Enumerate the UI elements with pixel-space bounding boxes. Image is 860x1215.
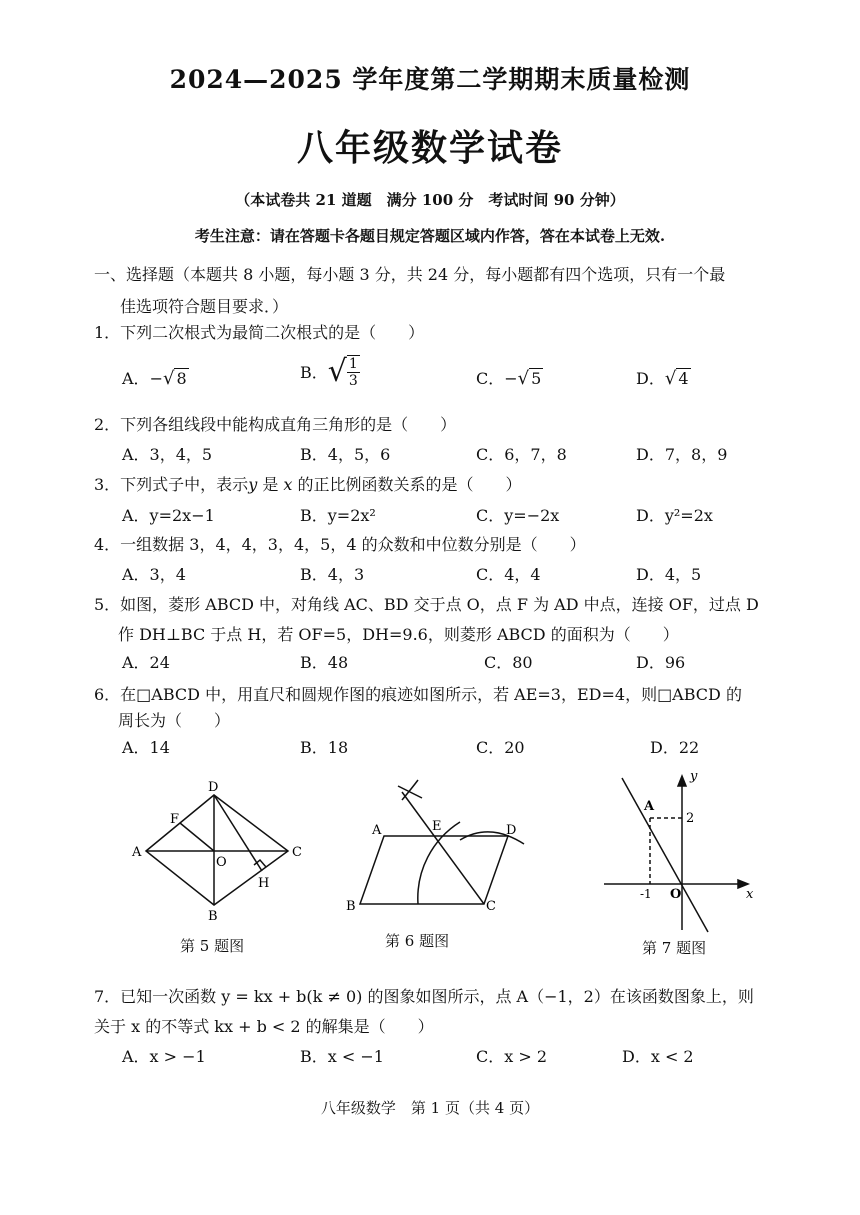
fig5-label-h: H bbox=[258, 876, 270, 891]
q5-stem-line2: 作 DH⊥BC 于点 H，若 OF=5，DH=9.6，则菱形 ABCD 的面积为（ ） bbox=[118, 625, 679, 644]
q3-option-c: C．y=−2x bbox=[476, 506, 560, 525]
q1-option-c: C．−√ 5 bbox=[476, 368, 542, 389]
fig7-label-a: A bbox=[644, 799, 655, 814]
q4-option-a: A．3，4 bbox=[122, 565, 186, 584]
segment-of bbox=[180, 823, 214, 851]
exam-title: 2024—2025 学年度第二学期期末质量检测 bbox=[169, 65, 691, 94]
fig6-label-c: C bbox=[486, 899, 496, 914]
q6-stem-line1: 6．在□ABCD 中，用直尺和圆规作图的痕迹如图所示，若 AE=3，ED=4，则□ABCD 的 bbox=[94, 685, 742, 704]
exam-subtitle: 八年级数学试卷 bbox=[296, 127, 563, 169]
q2-option-d: D．7，8，9 bbox=[636, 445, 728, 464]
construction-arc-4 bbox=[398, 786, 422, 798]
figure-5-caption: 第 5 题图 bbox=[180, 937, 245, 955]
q3-option-b: B．y=2x² bbox=[300, 506, 376, 525]
fig7-label-x: x bbox=[746, 887, 754, 902]
fig5-label-f: F bbox=[170, 812, 180, 827]
figure-5-rhombus bbox=[120, 775, 320, 925]
q5-stem-line1: 5．如图，菱形 ABCD 中，对角线 AC、BD 交于点 O，点 F 为 AD 中点，连接 OF，过点 D bbox=[94, 595, 759, 614]
q1-stem: 1．下列二次根式为最简二次根式的是（ ） bbox=[94, 323, 425, 342]
figure-6-parallelogram bbox=[340, 778, 540, 918]
q3-option-a: A．y=2x−1 bbox=[122, 506, 215, 525]
fig7-label-neg1: -1 bbox=[640, 887, 652, 901]
y-axis-arrow bbox=[678, 776, 686, 786]
q3-option-d: D．y²=2x bbox=[636, 506, 713, 525]
q5-option-b: B．48 bbox=[300, 653, 349, 672]
fig5-label-b: B bbox=[208, 909, 218, 924]
q6-option-c: C．20 bbox=[476, 738, 525, 757]
q2-option-c: C．6，7，8 bbox=[476, 445, 567, 464]
q1-option-b: B．√ $\frac{1}{3}$ bbox=[300, 354, 358, 389]
exam-notice: 考生注意：请在答题卡各题目规定答题区域内作答，答在本试卷上无效. bbox=[194, 227, 666, 245]
function-line bbox=[622, 778, 708, 932]
q7-option-c: C．x > 2 bbox=[476, 1047, 548, 1066]
fig5-label-c: C bbox=[292, 845, 302, 860]
q6-option-a: A．14 bbox=[122, 738, 170, 757]
q5-option-d: D．96 bbox=[636, 653, 686, 672]
fig6-label-d: D bbox=[506, 823, 517, 838]
q6-stem-line2: 周长为（ ） bbox=[118, 711, 231, 730]
q2-stem: 2．下列各组线段中能构成直角三角形的是（ ） bbox=[94, 415, 457, 434]
fig5-label-a: A bbox=[132, 845, 142, 860]
figure-7-caption: 第 7 题图 bbox=[642, 939, 707, 957]
q7-option-d: D．x < 2 bbox=[622, 1047, 694, 1066]
q7-stem-line1: 7．已知一次函数 y = kx + b(k ≠ 0) 的图象如图所示，点 A（−1，2）在该函数图象上，则 bbox=[94, 987, 754, 1006]
q1-option-a: A．−√ 8 bbox=[122, 368, 187, 389]
q7-option-a: A．x > −1 bbox=[122, 1047, 206, 1066]
fig7-label-o: O bbox=[670, 887, 682, 902]
fig7-label-2: 2 bbox=[686, 811, 695, 826]
section1-heading-line2: 佳选项符合题目要求．） bbox=[120, 297, 289, 316]
fig6-label-b: B bbox=[346, 899, 356, 914]
q5-option-c: C．80 bbox=[484, 653, 533, 672]
fig6-label-a: A bbox=[372, 823, 382, 838]
q2-option-b: B．4，5，6 bbox=[300, 445, 391, 464]
fig5-label-o: O bbox=[216, 855, 227, 870]
q4-stem: 4．一组数据 3，4，4，3，4，5，4 的众数和中位数分别是（ ） bbox=[94, 535, 586, 554]
exam-info: （本试卷共 21 道题 满分 100 分 考试时间 90 分钟） bbox=[235, 191, 625, 209]
q3-stem: 3．下列式子中，表示y 是 x 的正比例函数关系的是（ ） bbox=[94, 475, 522, 494]
angle-bisector bbox=[402, 792, 484, 904]
q7-stem-line2: 关于 x 的不等式 kx + b < 2 的解集是（ ） bbox=[94, 1017, 434, 1036]
q6-option-b: B．18 bbox=[300, 738, 349, 757]
q6-option-d: D．22 bbox=[650, 738, 700, 757]
q2-option-a: A．3，4，5 bbox=[122, 445, 213, 464]
q4-option-b: B．4，3 bbox=[300, 565, 365, 584]
q4-option-c: C．4，4 bbox=[476, 565, 541, 584]
q5-option-a: A．24 bbox=[122, 653, 170, 672]
figure-6-caption: 第 6 题图 bbox=[385, 932, 450, 950]
section1-heading-line1: 一、选择题（本题共 8 小题，每小题 3 分，共 24 分，每小题都有四个选项，只有一个最 bbox=[94, 265, 726, 284]
fig7-label-y: y bbox=[690, 770, 698, 784]
fig5-label-d: D bbox=[208, 780, 219, 795]
fig6-label-e: E bbox=[432, 819, 442, 834]
q1-option-d: D．√ 4 bbox=[636, 368, 689, 389]
figure-7-graph bbox=[600, 770, 760, 935]
page-footer: 八年级数学 第 1 页（共 4 页） bbox=[320, 1099, 540, 1117]
q7-option-b: B．x < −1 bbox=[300, 1047, 384, 1066]
q4-option-d: D．4，5 bbox=[636, 565, 702, 584]
